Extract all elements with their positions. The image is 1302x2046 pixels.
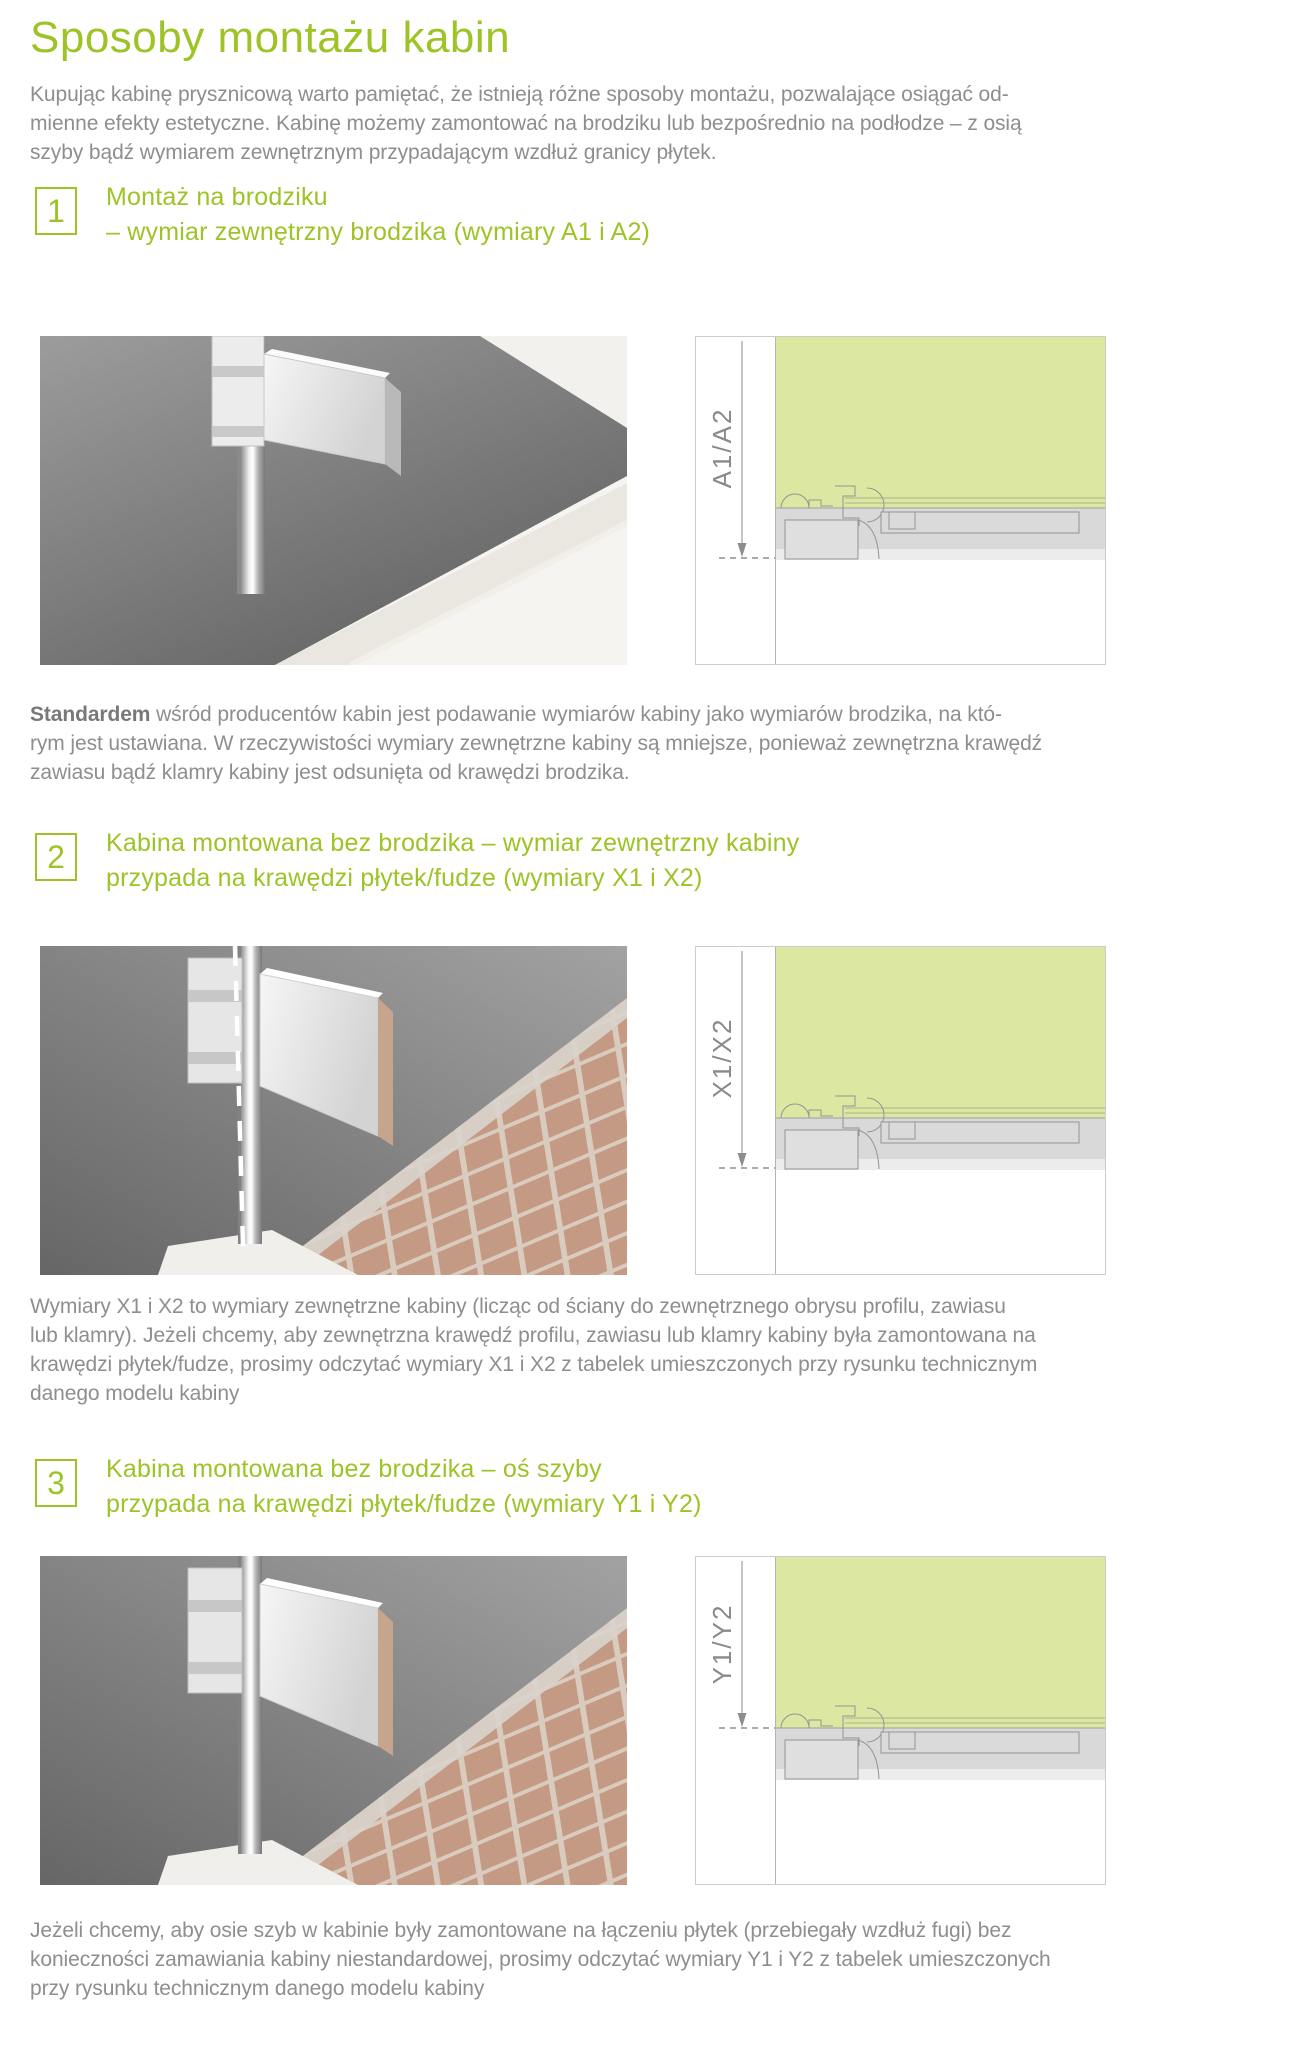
chrome-profile xyxy=(241,946,262,1244)
note-line: Wymiary X1 i X2 to wymiary zewnętrzne kabiny (licząc od ściany do zewnętrznego obrysu profilu, zawiasu xyxy=(30,1295,1006,1318)
hinge-wall-plate xyxy=(188,958,242,1083)
section-heading-line: przypada na krawędzi płytek/fudze (wymiary X1 i X2) xyxy=(106,864,703,892)
section-heading-line: przypada na krawędzi płytek/fudze (wymiary Y1 i Y2) xyxy=(106,1490,702,1518)
diagram-a1-a2 xyxy=(695,336,1106,665)
hinge-wall-plate xyxy=(188,1568,242,1693)
hinge-band xyxy=(188,1052,242,1064)
hinge-band xyxy=(212,426,264,437)
section-3-note xyxy=(30,1916,1302,2003)
section-1-note xyxy=(30,700,1302,787)
dimension-label: Y1/Y2 xyxy=(707,1603,737,1685)
note-line-rest: wśród producentów kabin jest podawanie wymiarów kabiny jako wymiarów brodzika, na któ- xyxy=(150,703,1002,726)
section-heading-line: Kabina montowana bez brodzika – oś szyby xyxy=(106,1455,602,1483)
intro-line: Kupując kabinę prysznicową warto pamiętać, że istnieją różne sposoby montażu, pozwalające osiągać od- xyxy=(30,83,1009,106)
page-title: Sposoby montażu kabin xyxy=(30,13,511,62)
hinge-band xyxy=(188,990,242,1002)
photo-hinge-on-tiles xyxy=(40,1556,627,1885)
section-number: 1 xyxy=(47,193,65,229)
diagram-x1-x2 xyxy=(695,946,1106,1275)
section-2-header xyxy=(35,826,1302,896)
intro-line: mienne efekty estetyczne. Kabinę możemy zamontować na brodziku lub bezpośrednio na podłodze – z osią xyxy=(30,112,1022,135)
dimension-label: X1/X2 xyxy=(707,1017,737,1099)
note-line: krawędzi płytek/fudze, prosimy odczytać wymiary X1 i X2 z tabelek umieszczonych przy rysunku technicznym xyxy=(30,1353,1038,1376)
note-line: zawiasu bądź klamry kabiny jest odsunięta od krawędzi brodzika. xyxy=(30,761,630,784)
section-heading xyxy=(106,826,800,896)
glass-panel-area xyxy=(776,337,1105,508)
glass-panel-area xyxy=(776,947,1105,1118)
section-heading-line: Kabina montowana bez brodzika – wymiar zewnętrzny kabiny xyxy=(106,829,800,857)
glass-panel-area xyxy=(776,1557,1105,1728)
note-line: Jeżeli chcemy, aby osie szyb w kabinie były zamontowane na łączeniu płytek (przebiegały wzdłuż fugi) bez xyxy=(30,1919,1012,1942)
section-number: 3 xyxy=(47,1465,65,1501)
note-line: lub klamry). Jeżeli chcemy, aby zewnętrzna krawędź profilu, zawiasu lub klamry kabiny była zamontowana na xyxy=(30,1324,1036,1347)
note-line xyxy=(30,700,1302,729)
section-number-badge xyxy=(35,833,77,881)
section-number: 2 xyxy=(47,839,65,875)
hinge-band xyxy=(188,1600,242,1612)
diagram-y1-y2 xyxy=(695,1556,1106,1885)
section-number-badge xyxy=(35,1459,77,1507)
intro-line: szyby bądź wymiarem zewnętrznym przypadającym wzdłuż granicy płytek. xyxy=(30,141,717,164)
note-line: konieczności zamawiania kabiny niestandardowej, prosimy odczytać wymiary Y1 i Y2 z tabelek umieszczonych xyxy=(30,1948,1051,1971)
section-2-media-row xyxy=(40,946,1302,1275)
photo-hinge-on-tiles-dashed xyxy=(40,946,627,1275)
hinge-plate-side xyxy=(378,1608,393,1756)
section-1-media-row xyxy=(40,336,1302,665)
note-line: przy rysunku technicznym danego modelu kabiny xyxy=(30,1977,485,2000)
chrome-profile xyxy=(241,1556,262,1854)
intro-paragraph xyxy=(30,80,1302,167)
section-heading xyxy=(106,180,650,250)
section-3-header xyxy=(35,1452,1302,1522)
note-line: rym jest ustawiana. W rzeczywistości wymiary zewnętrzne kabiny są mniejsze, ponieważ zewnętrzna krawędź xyxy=(30,732,1043,755)
hinge-plate-side xyxy=(378,998,393,1146)
section-2-note xyxy=(30,1292,1302,1408)
section-number-badge xyxy=(35,187,77,235)
section-heading xyxy=(106,1452,702,1522)
section-heading-line: – wymiar zewnętrzny brodzika (wymiary A1 i A2) xyxy=(106,218,651,246)
section-heading-line: Montaż na brodziku xyxy=(106,183,328,211)
section-1-header xyxy=(35,180,1302,250)
hinge-plate-side xyxy=(385,378,401,476)
note-line: danego modelu kabiny xyxy=(30,1382,240,1405)
hinge-band xyxy=(188,1662,242,1674)
photo-hinge-on-shower-tray xyxy=(40,336,627,665)
note-bold-lead: Standardem xyxy=(30,703,151,726)
section-3-media-row xyxy=(40,1556,1302,1885)
dimension-label: A1/A2 xyxy=(707,407,737,489)
hinge-band xyxy=(212,366,264,377)
